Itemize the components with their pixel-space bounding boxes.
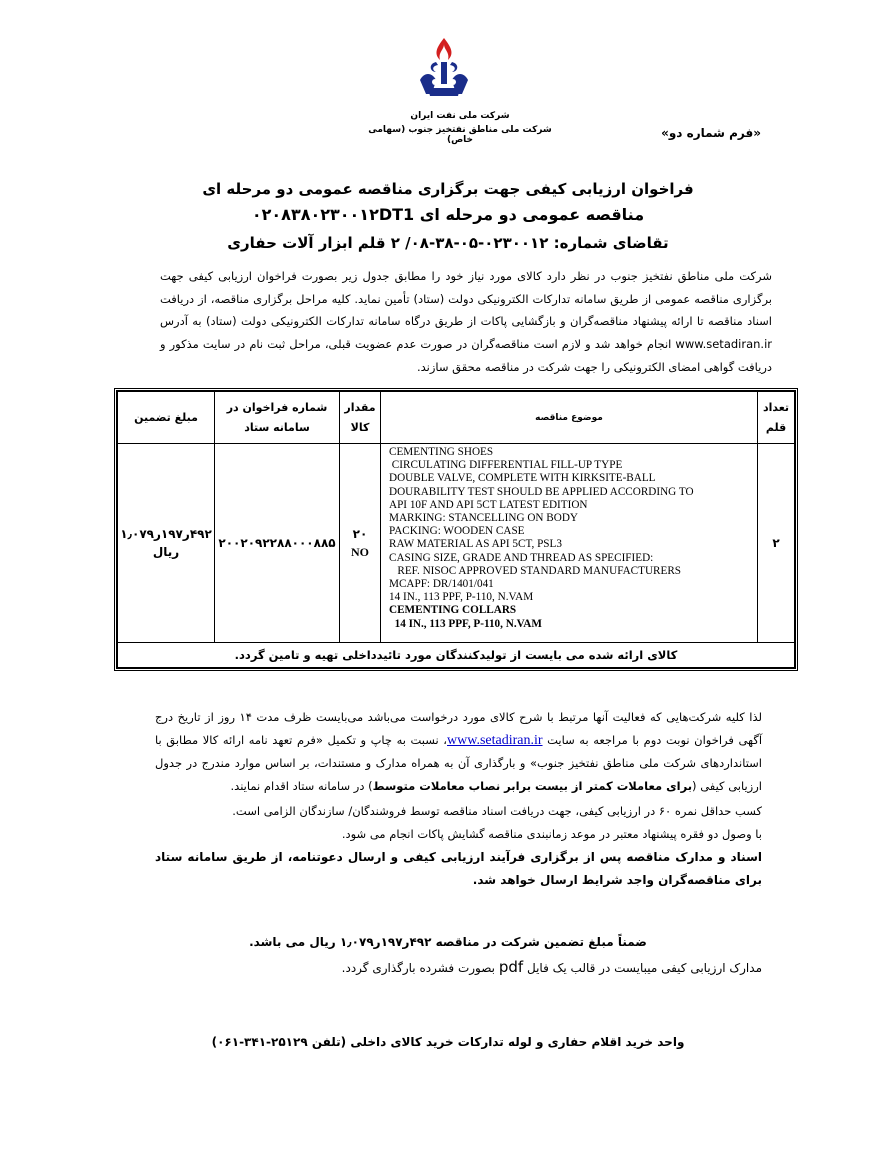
paragraph-1-text-a: لذا کلیه شرکت‌هایی که فعالیت آنها مرتبط با شرح کالای مورد درخواست می‌باشد می‌بایست ظرف مدت ۱۴ روز از تاریخ درج آگهی فراخوان نوبت دوم با مراجعه به سایت: [155, 710, 763, 747]
paragraph-1: [155, 706, 762, 798]
header-items-count: تعداد قلم: [758, 392, 795, 444]
purchasing-unit-line: واحد خرید اقلام حفاری و لوله تدارکات خرید کالای داخلی (تلفن ۲۵۱۲۹-۳۴۱-۰۶۱): [211, 1035, 685, 1049]
guarantee-unit: ریال: [152, 545, 180, 559]
paragraph-1-text-c: ) در سامانه ستاد اقدام نمایند.: [230, 779, 373, 793]
table-footer-note: کالای ارائه شده می بایست از تولیدکنندگان مورد تائیدداخلی تهیه و تامین گردد.: [118, 643, 795, 668]
quantity-unit: NO: [351, 545, 369, 559]
pdf-line-text-a: مدارک ارزیابی کیفی میبایست در قالب یک فایل: [527, 961, 762, 975]
paragraph-1-text-b: ، نسبت به چاپ و تکمیل «فرم تعهد نامه ارائه کالا مطابق با استانداردهای شرکت ملی مناطق نفتخیز جنوب» و بارگذاری آن به همراه مدارک و مستندات، بر اساس موارد مندرج در جدول ارزیابی کیفی (: [155, 733, 762, 793]
subject-line: MARKING: STANCELLING ON BODY: [389, 512, 578, 525]
pdf-line-text-b: بصورت فشرده بارگذاری گردد.: [341, 961, 496, 975]
subject-line: 14 IN., 113 PPF, P-110, N.VAM: [389, 591, 534, 604]
setadiran-link[interactable]: www.setadiran.ir: [447, 733, 543, 748]
tender-table: [114, 388, 798, 671]
table-header-row: [118, 392, 795, 444]
subject-line: CASING SIZE, GRADE AND THREAD AS SPECIFIED:: [389, 551, 654, 564]
page-title: فراخوان ارزیابی کیفی جهت برگزاری مناقصه عمومی دو مرحله ای: [202, 180, 694, 198]
quantity-value: ۲۰: [352, 527, 368, 541]
subject-line: CIRCULATING DIFFERENTIAL FILL-UP TYPE: [389, 459, 623, 472]
header-quantity: مقدار کالا: [340, 392, 381, 444]
guarantee-amount: ۴۹۲ر۱۹۷ر۱٫۰۷۹: [120, 527, 212, 541]
paragraph-3: با وصول دو فقره پیشنهاد معتبر در موعد زمانبندی مناقصه گشایش پاکات انجام می شود.: [341, 827, 762, 841]
header-guarantee: مبلغ تضمین: [118, 392, 215, 444]
body-paragraphs: [155, 706, 762, 892]
company-name: شرکت ملی نفت ایران: [410, 111, 510, 121]
header-setad-number: شماره فراخوان در سامانه ستاد: [215, 392, 340, 444]
subject-line: DOUBLE VALVE, COMPLETE WITH KIRKSITE-BALL: [389, 472, 656, 485]
cell-items-count: ۲: [758, 444, 795, 643]
subject-line: RAW MATERIAL AS API 5CT, PSL3: [389, 538, 562, 551]
subject-line: DOURABILITY TEST SHOULD BE APPLIED ACCORDING TO: [389, 485, 694, 498]
subject-line: CEMENTING SHOES: [389, 446, 494, 458]
paragraph-1-bold: برای معاملات کمتر از بیست برابر نصاب معاملات متوسط: [372, 779, 693, 793]
subject-line: PACKING: WOODEN CASE: [389, 525, 525, 538]
cell-guarantee: [118, 444, 215, 643]
cell-subject: [381, 444, 758, 643]
nioc-logo-icon: [414, 36, 474, 100]
table-row: [118, 444, 795, 643]
company-subtitle: شرکت ملی مناطق نفتخیز جنوب (سهامی خاص): [368, 125, 552, 145]
request-number-title: تقاضای شماره: ۰۲۳۰۰۱۲-۰۵-۳۸-۰۸/ ۲ قلم ابزار آلات حفاری: [227, 234, 669, 252]
form-number-label: «فرم شماره دو»: [661, 126, 761, 140]
tender-number-title: مناقصه عمومی دو مرحله ای ۰۲۰۸۳۸۰۲۳۰۰۱۲DT1: [251, 205, 645, 224]
header-subject: موضوع مناقصه: [381, 392, 758, 444]
table-footer-row: [118, 643, 795, 668]
cell-quantity: [340, 444, 381, 643]
intro-paragraph: شرکت ملی مناطق نفتخیز جنوب در نظر دارد کالای مورد نیاز خود را مطابق جدول زیر بصورت فراخوان ارزیابی کیفی جهت برگزاری مناقصه عمومی از طریق سامانه تدارکات الکترونیکی دولت (ستاد) تأمین نماید. کلیه مراحل برگزاری مناقصه، از دریافت اسناد مناقصه تا ارائه پیشنهاد مناقصه‌گران و بازگشایی پاکات از طریق درگاه سامانه تدارکات الکترونیکی دولت (ستاد) به آدرس www.setadiran.ir انجام خواهد شد و لازم است مناقصه‌گران در صورت عدم عضویت قبلی، مراحل ثبت نام در سایت مذکور و دریافت گواهی امضای الکترونیکی را جهت شرکت در مناقصه محقق سازند.: [160, 269, 772, 374]
paragraph-2: کسب حداقل نمره ۶۰ در ارزیابی کیفی، جهت دریافت اسناد مناقصه توسط فروشندگان/ سازندگان الزامی است.: [232, 804, 762, 818]
pdf-upload-line: [342, 958, 762, 976]
subject-bold-line: 14 IN., 113 PPF, P-110, N.VAM: [389, 617, 542, 630]
guarantee-line: ضمناً مبلغ تضمین شرکت در مناقصه ۴۹۲ر۱۹۷ر۱٫۰۷۹ ریال می باشد.: [249, 935, 647, 949]
subject-line: REF. NISOC APPROVED STANDARD MANUFACTURERS: [389, 564, 682, 577]
cell-setad-number: ۲۰۰۲۰۹۲۲۸۸۰۰۰۸۸۵: [215, 444, 340, 643]
pdf-word: pdf: [498, 958, 524, 976]
subject-line: MCAPF: DR/1401/041: [389, 578, 494, 591]
subject-bold-line: CEMENTING COLLARS: [389, 604, 517, 617]
subject-line: API 10F AND API 5CT LATEST EDITION: [389, 498, 588, 511]
paragraph-4: اسناد و مدارک مناقصه پس از برگزاری فرآیند ارزیابی کیفی و ارسال دعوتنامه، از طریق سامانه ستاد برای مناقصه‌گران واجد شرایط ارسال خواهد شد.: [155, 850, 762, 887]
